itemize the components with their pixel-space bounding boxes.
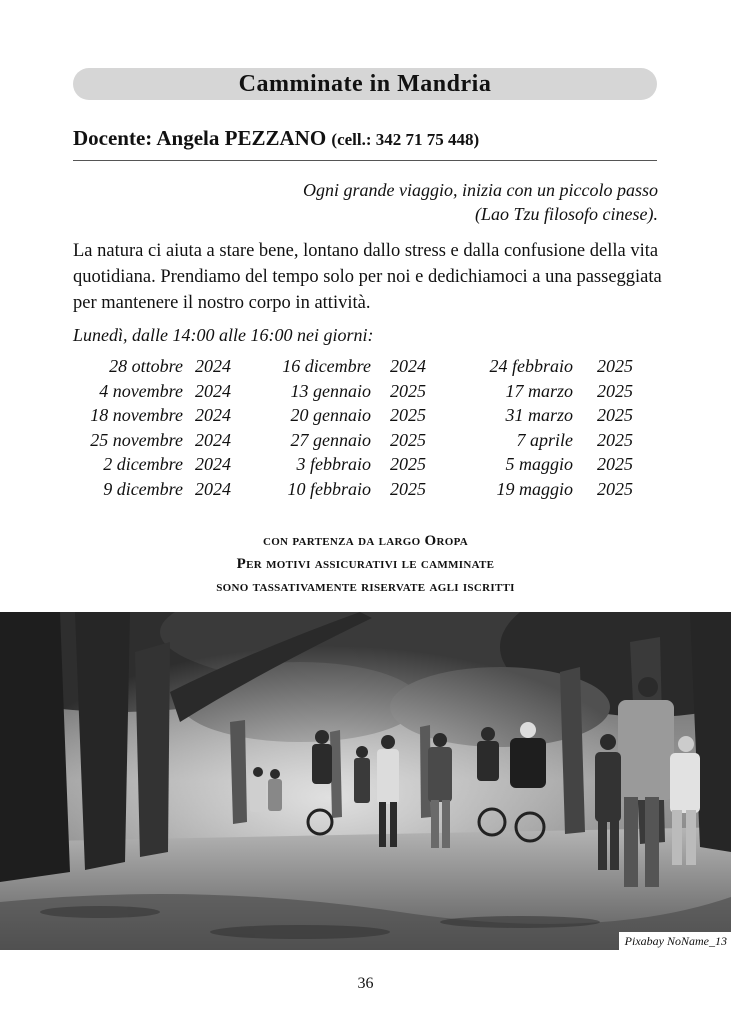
date-entry xyxy=(273,381,473,405)
divider xyxy=(73,160,657,161)
date-year: 2025 xyxy=(390,380,426,401)
date-entry xyxy=(73,454,273,478)
date-year: 2025 xyxy=(597,380,633,401)
teacher-name: Docente: Angela PEZZANO xyxy=(73,126,327,150)
date-day: 27 gennaio xyxy=(290,429,371,450)
notice xyxy=(0,530,731,599)
date-entry xyxy=(473,356,673,380)
date-entry xyxy=(273,479,473,503)
date-day: 17 marzo xyxy=(505,380,573,401)
date-year: 2025 xyxy=(390,454,426,475)
date-entry xyxy=(73,381,273,405)
date-entry xyxy=(73,479,273,503)
date-day: 5 maggio xyxy=(505,454,573,475)
teacher-phone: (cell.: 342 71 75 448) xyxy=(331,130,480,149)
quote-text: Ogni grande viaggio, inizia con un piccolo passo xyxy=(303,180,658,200)
photo-credit: Pixabay NoName_13 xyxy=(619,932,731,950)
date-entry xyxy=(273,356,473,380)
date-day: 3 febbraio xyxy=(296,454,371,475)
dates-table xyxy=(73,356,673,506)
schedule-label: Lunedì, dalle 14:00 alle 16:00 nei giorni: xyxy=(73,325,374,345)
date-day: 18 novembre xyxy=(90,405,183,426)
date-year: 2024 xyxy=(195,429,231,450)
date-entry xyxy=(473,454,673,478)
notice-line-3: sono tassativamente riservate agli iscritti xyxy=(216,579,515,595)
date-day: 13 gennaio xyxy=(290,380,371,401)
title-banner xyxy=(73,68,657,100)
park-photo xyxy=(0,612,731,950)
date-day: 9 dicembre xyxy=(103,479,183,499)
date-entry xyxy=(473,381,673,405)
quote-author: (Lao Tzu filosofo cinese). xyxy=(475,204,658,224)
date-entry xyxy=(473,479,673,503)
date-year: 2025 xyxy=(390,429,426,450)
date-day: 20 gennaio xyxy=(290,405,371,426)
date-year: 2024 xyxy=(390,356,426,376)
date-entry xyxy=(73,356,273,380)
date-year: 2025 xyxy=(597,356,633,376)
date-year: 2025 xyxy=(597,454,633,475)
date-year: 2024 xyxy=(195,454,231,475)
date-day: 2 dicembre xyxy=(103,454,183,475)
date-year: 2025 xyxy=(390,479,426,499)
intro-paragraph: La natura ci aiuta a stare bene, lontano dallo stress e dalla confusione della vita quotidiana. Prendiamo del tempo solo per noi e dedichiamoci a una passeggiata per mantenere il nostro corpo in attività. xyxy=(73,241,662,313)
date-day: 10 febbraio xyxy=(287,479,371,499)
quote xyxy=(303,178,658,226)
date-year: 2025 xyxy=(597,429,633,450)
date-day: 7 aprile xyxy=(516,429,573,450)
date-entry xyxy=(473,405,673,429)
date-year: 2025 xyxy=(390,405,426,426)
date-year: 2024 xyxy=(195,380,231,401)
date-day: 28 ottobre xyxy=(109,356,183,376)
notice-line-1: con partenza da largo Oropa xyxy=(262,533,469,549)
page-number: 36 xyxy=(357,975,374,992)
park-photo-image xyxy=(0,612,731,950)
date-day: 31 marzo xyxy=(505,405,573,426)
date-day: 19 maggio xyxy=(496,479,573,499)
date-day: 25 novembre xyxy=(90,429,183,450)
date-year: 2025 xyxy=(597,405,633,426)
date-year: 2025 xyxy=(597,479,633,499)
date-entry xyxy=(73,430,273,454)
teacher-line xyxy=(73,126,657,151)
date-entry xyxy=(273,430,473,454)
date-year: 2024 xyxy=(195,356,231,376)
date-entry xyxy=(73,405,273,429)
date-entry xyxy=(273,454,473,478)
date-year: 2024 xyxy=(195,405,231,426)
date-day: 4 novembre xyxy=(99,380,183,401)
date-year: 2024 xyxy=(195,479,231,499)
notice-line-2: Per motivi assicurativi le camminate xyxy=(236,556,495,572)
date-entry xyxy=(473,430,673,454)
page-title: Camminate in Mandria xyxy=(238,70,492,97)
date-entry xyxy=(273,405,473,429)
date-day: 16 dicembre xyxy=(282,356,371,376)
date-day: 24 febbraio xyxy=(489,356,573,376)
